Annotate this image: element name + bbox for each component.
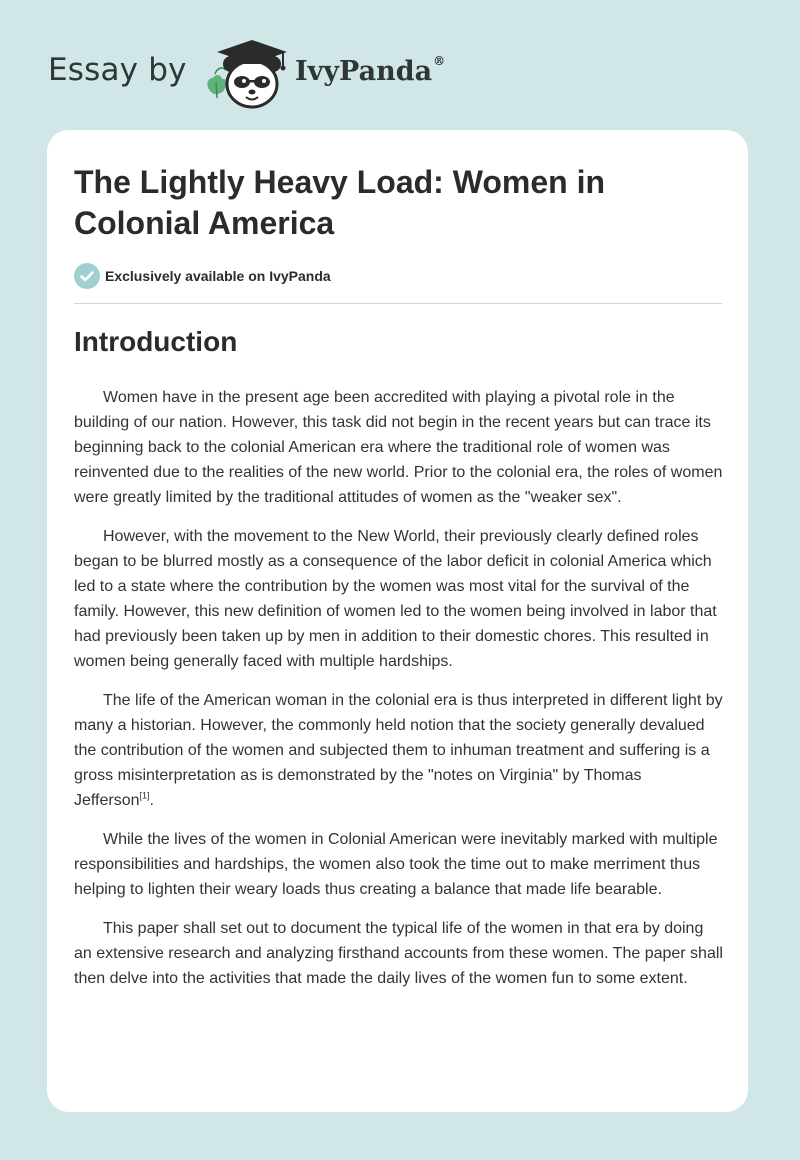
site-header xyxy=(48,34,508,114)
paragraph-with-footnote xyxy=(74,688,724,813)
panda-graduate-icon xyxy=(203,34,293,114)
check-badge-icon xyxy=(74,263,100,289)
essay-title: The Lightly Heavy Load: Women in Colonial America xyxy=(74,164,606,241)
paragraph: Women have in the present age been accredited with playing a pivotal role in the building of our nation. However, this task did not begin in the recent years but can trace its beginning back to the colonial American era where the traditional role of women was reinvented due to the realities of the new world. Prior to the colonial era, the roles of women were greatly limited by the traditional attitudes of women as the "weaker sex". xyxy=(74,389,723,506)
divider xyxy=(74,303,722,304)
paragraph-tail: . xyxy=(149,792,154,809)
essay-card xyxy=(47,130,748,1112)
brand-text: IvyPanda xyxy=(295,56,433,87)
paragraph: This paper shall set out to document the typical life of the women in that era by doing an extensive research and analyzing firsthand accounts from these women. The paper shall then delve into the activities that made the daily lives of the women fun to some extent. xyxy=(74,920,723,987)
exclusive-badge xyxy=(74,263,331,289)
paragraph-text: The life of the American woman in the colonial era is thus interpreted in different light by many a historian. However, the commonly held notion that the society generally devalued the contribution of the women and subjected them to inhuman treatment and suffering is a gross misinterpretation as is demonstrated by the "notes on Virginia" by Thomas Jefferson xyxy=(74,692,723,809)
paragraph: While the lives of the women in Colonial American were inevitably marked with multiple responsibilities and hardships, the women also took the time out to make merriment thus helping to lighten their weary loads thus creating a balance that made life bearable. xyxy=(74,831,718,898)
ivy-leaf-icon xyxy=(207,68,227,98)
registered-mark: ® xyxy=(433,54,446,68)
essay-body xyxy=(74,385,724,1005)
footnote-link[interactable]: [1] xyxy=(139,790,150,801)
section-heading-introduction: Introduction xyxy=(74,326,238,357)
exclusive-label: Exclusively available on IvyPanda xyxy=(105,268,331,284)
essay-by-label: Essay by xyxy=(48,52,187,88)
brand-name xyxy=(295,56,445,87)
paragraph: However, with the movement to the New World, their previously clearly defined roles began to be blurred mostly as a consequence of the labor deficit in colonial America which led to a state where the contribution by the women was most vital for the survival of the family. However, this new definition of women led to the women being involved in labor that had previously been taken up by men in addition to their domestic chores. This resulted in women being generally faced with multiple hardships. xyxy=(74,528,717,670)
ivypanda-logo[interactable] xyxy=(203,34,503,114)
